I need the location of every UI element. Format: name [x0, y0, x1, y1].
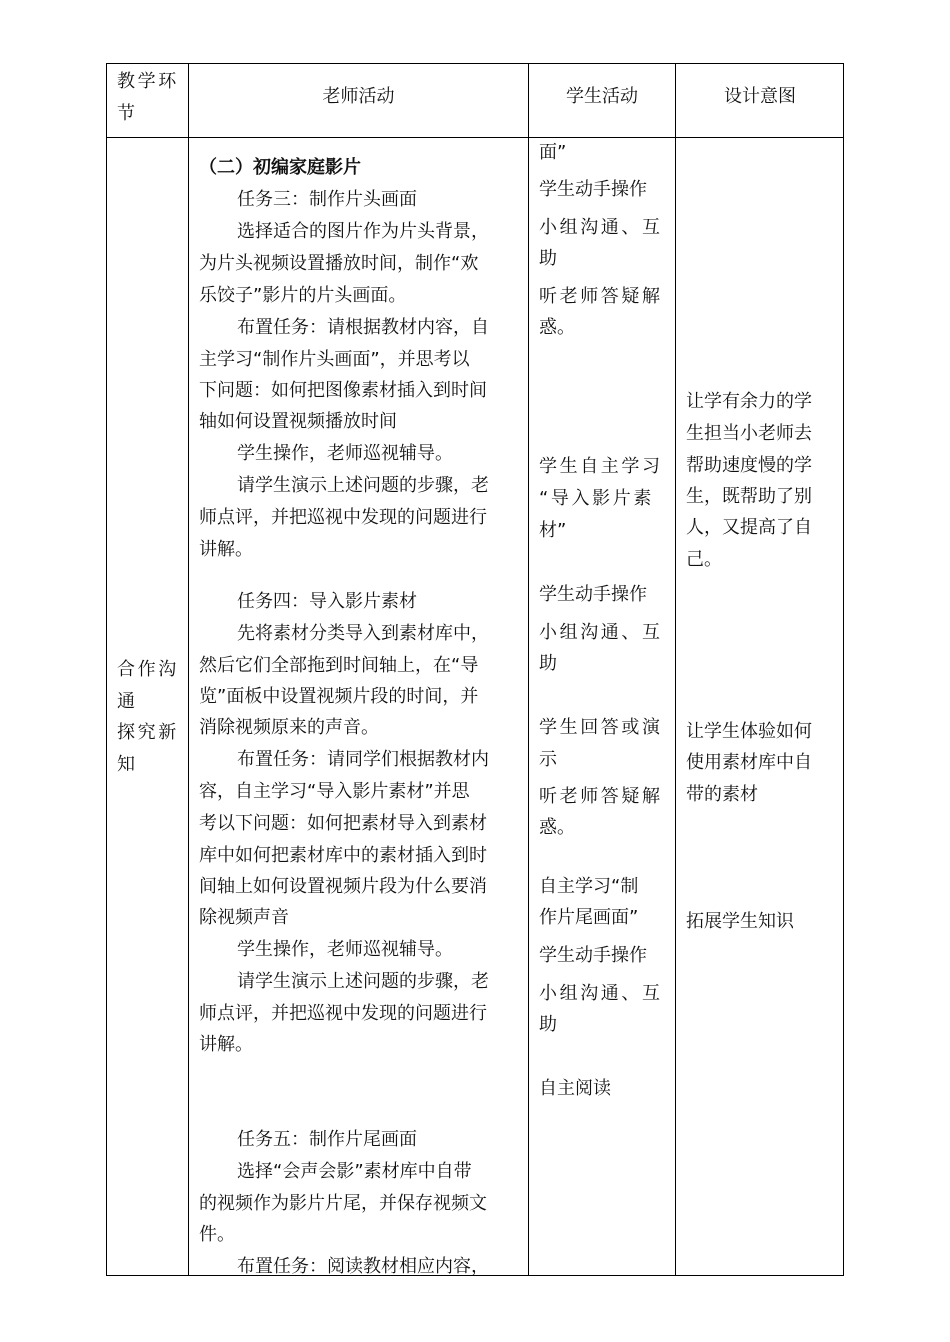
- teacher-text: 轴如何设置视频播放时间: [199, 411, 397, 432]
- teacher-text: 乐饺子”影片的片头画面。: [199, 285, 407, 306]
- teacher-text: 考以下问题：如何把素材导入到素材: [199, 813, 487, 834]
- teacher-text: 消除视频原来的声音。: [199, 717, 379, 738]
- column-divider: [675, 63, 676, 1276]
- teacher-text: 然后它们全部拖到时间轴上，在“导: [199, 655, 479, 676]
- design-text: 生，既帮助了别: [686, 486, 812, 507]
- student-text: “导入影片素: [539, 488, 654, 509]
- header-design-intent: 设计意图: [724, 86, 796, 107]
- student-text: 听老师答疑解: [539, 786, 663, 807]
- student-text: 自主学习“制: [539, 876, 639, 897]
- student-text: 学生动手操作: [539, 945, 647, 966]
- teacher-text: 主学习“制作片头画面”，并思考以: [199, 349, 470, 370]
- teacher-text: 布置任务：阅读教材相应内容，: [237, 1256, 489, 1277]
- teacher-text: 布置任务：请根据教材内容，自: [237, 317, 489, 338]
- student-text: 听老师答疑解: [539, 286, 663, 307]
- header-stage-label: 节: [117, 103, 135, 124]
- teacher-text: 学生操作，老师巡视辅导。: [237, 939, 453, 960]
- teacher-text: 师点评，并把巡视中发现的问题进行: [199, 1003, 487, 1024]
- design-text: 人，又提高了自: [686, 517, 812, 538]
- teacher-text: 下问题：如何把图像素材插入到时间: [199, 380, 487, 401]
- design-text: 生担当小老师去: [686, 423, 812, 444]
- student-text: 小组沟通、互: [539, 622, 663, 643]
- teacher-text: 先将素材分类导入到素材库中，: [237, 623, 489, 644]
- section-title: （二）初编家庭影片: [199, 157, 361, 178]
- design-text: 使用素材库中自: [686, 752, 812, 773]
- student-text: 作片尾画面”: [539, 907, 639, 928]
- design-text: 带的素材: [686, 784, 758, 805]
- header-student-activity: 学生活动: [566, 86, 638, 107]
- teacher-text: 间轴上如何设置视频片段为什么要消: [199, 876, 487, 897]
- student-text: 惑。: [539, 817, 575, 838]
- stage-label: 通: [117, 691, 135, 712]
- student-text: 自主阅读: [539, 1078, 611, 1099]
- stage-label: 合作沟: [117, 659, 179, 680]
- teacher-text: 学生操作，老师巡视辅导。: [237, 443, 453, 464]
- teacher-text: 件。: [199, 1224, 235, 1245]
- student-text: 助: [539, 1014, 557, 1035]
- teacher-text: 览”面板中设置视频片段的时间，并: [199, 686, 479, 707]
- teacher-text: 讲解。: [199, 1034, 253, 1055]
- teacher-text: 讲解。: [199, 539, 253, 560]
- column-divider: [188, 63, 189, 1276]
- teacher-text: 请学生演示上述问题的步骤，老: [237, 971, 489, 992]
- student-text: 材”: [539, 520, 567, 541]
- design-text: 让学有余力的学: [686, 391, 812, 412]
- teacher-text: 为片头视频设置播放时间，制作“欢: [199, 253, 479, 274]
- stage-label: 探究新: [117, 722, 179, 743]
- teacher-text: 请学生演示上述问题的步骤，老: [237, 475, 489, 496]
- student-text: 助: [539, 248, 557, 269]
- teacher-text: 选择适合的图片作为片头背景，: [237, 221, 489, 242]
- student-text: 学生回答或演: [539, 717, 663, 738]
- teacher-text: 除视频声音: [199, 907, 289, 928]
- student-text: 小组沟通、互: [539, 983, 663, 1004]
- teacher-text: 容，自主学习“导入影片素材”并思: [199, 781, 470, 802]
- design-text: 让学生体验如何: [686, 721, 812, 742]
- stage-label: 知: [117, 754, 135, 775]
- task-title: 任务三：制作片头画面: [237, 189, 417, 210]
- task-title: 任务四：导入影片素材: [237, 591, 417, 612]
- header-stage-label: 教学环: [117, 71, 179, 92]
- student-text: 学生自主学习: [539, 456, 663, 477]
- teacher-text: 师点评，并把巡视中发现的问题进行: [199, 507, 487, 528]
- teacher-text: 选择“会声会影”素材库中自带: [237, 1161, 472, 1182]
- header-divider: [106, 137, 844, 138]
- teacher-text: 的视频作为影片片尾，并保存视频文: [199, 1193, 487, 1214]
- student-text: 学生动手操作: [539, 179, 647, 200]
- column-divider: [528, 63, 529, 1276]
- task-title: 任务五：制作片尾画面: [237, 1129, 417, 1150]
- design-text: 帮助速度慢的学: [686, 455, 812, 476]
- student-text: 小组沟通、互: [539, 217, 663, 238]
- teacher-text: 布置任务：请同学们根据教材内: [237, 749, 489, 770]
- header-teacher-activity: 老师活动: [322, 86, 395, 107]
- teacher-text: 库中如何把素材库中的素材插入到时: [199, 845, 487, 866]
- design-text: 己。: [686, 549, 722, 570]
- student-text: 面”: [539, 142, 567, 163]
- student-text: 学生动手操作: [539, 584, 647, 605]
- student-text: 助: [539, 653, 557, 674]
- student-text: 示: [539, 749, 557, 770]
- student-text: 惑。: [539, 317, 575, 338]
- design-text: 拓展学生知识: [686, 911, 794, 932]
